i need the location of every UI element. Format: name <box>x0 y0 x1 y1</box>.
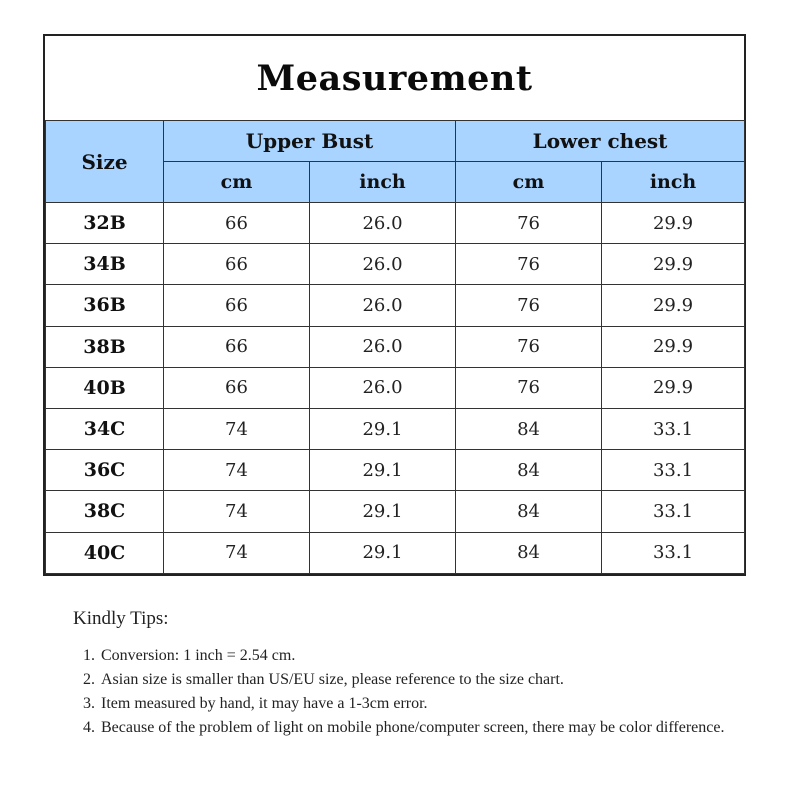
lower-chest-cm-header: cm <box>456 162 602 203</box>
lower-chest-inch-cell: 29.9 <box>602 367 745 408</box>
lower-chest-inch-cell: 29.9 <box>602 285 745 326</box>
size-chart <box>43 34 746 576</box>
size-header: Size <box>46 121 164 203</box>
size-cell: 38B <box>46 326 164 367</box>
lower-chest-cm-cell: 76 <box>456 203 602 244</box>
upper-bust-inch-cell: 26.0 <box>310 203 456 244</box>
size-cell: 36C <box>46 450 164 491</box>
table-row <box>46 203 745 244</box>
lower-chest-header: Lower chest <box>456 121 745 162</box>
upper-bust-cm-cell: 74 <box>164 532 310 573</box>
lower-chest-cm-cell: 76 <box>456 367 602 408</box>
upper-bust-cm-cell: 66 <box>164 326 310 367</box>
tip-item: 3. Item measured by hand, it may have a 1-3cm error. <box>99 692 753 716</box>
lower-chest-cm-cell: 84 <box>456 491 602 532</box>
size-cell: 34C <box>46 408 164 449</box>
table-row <box>46 367 745 408</box>
upper-bust-cm-cell: 74 <box>164 450 310 491</box>
upper-bust-cm-cell: 66 <box>164 367 310 408</box>
lower-chest-inch-cell: 29.9 <box>602 326 745 367</box>
lower-chest-inch-cell: 33.1 <box>602 532 745 573</box>
tips-list <box>73 644 753 740</box>
tip-item: 1. Conversion: 1 inch = 2.54 cm. <box>99 644 753 668</box>
upper-bust-cm-cell: 74 <box>164 408 310 449</box>
table-row <box>46 285 745 326</box>
size-cell: 38C <box>46 491 164 532</box>
table-row <box>46 244 745 285</box>
upper-bust-inch-cell: 26.0 <box>310 285 456 326</box>
lower-chest-inch-cell: 33.1 <box>602 491 745 532</box>
lower-chest-inch-header: inch <box>602 162 745 203</box>
tip-item: 4. Because of the problem of light on mobile phone/computer screen, there may be color difference. <box>99 716 753 740</box>
table-row <box>46 408 745 449</box>
table-row <box>46 450 745 491</box>
upper-bust-inch-header: inch <box>310 162 456 203</box>
upper-bust-inch-cell: 29.1 <box>310 408 456 449</box>
lower-chest-inch-cell: 29.9 <box>602 203 745 244</box>
table-row <box>46 532 745 573</box>
lower-chest-cm-cell: 84 <box>456 450 602 491</box>
upper-bust-inch-cell: 29.1 <box>310 491 456 532</box>
upper-bust-cm-cell: 74 <box>164 491 310 532</box>
lower-chest-inch-cell: 33.1 <box>602 408 745 449</box>
table-row <box>46 491 745 532</box>
size-cell: 40B <box>46 367 164 408</box>
lower-chest-cm-cell: 76 <box>456 326 602 367</box>
lower-chest-inch-cell: 33.1 <box>602 450 745 491</box>
upper-bust-inch-cell: 26.0 <box>310 326 456 367</box>
upper-bust-cm-header: cm <box>164 162 310 203</box>
measurement-table <box>45 120 745 574</box>
upper-bust-cm-cell: 66 <box>164 203 310 244</box>
size-cell: 34B <box>46 244 164 285</box>
tips-title: Kindly Tips: <box>73 608 169 629</box>
chart-title: Measurement <box>256 57 533 99</box>
size-cell: 40C <box>46 532 164 573</box>
tips-section <box>73 608 753 740</box>
size-cell: 36B <box>46 285 164 326</box>
upper-bust-header: Upper Bust <box>164 121 456 162</box>
header-row-groups <box>46 121 745 162</box>
lower-chest-cm-cell: 76 <box>456 285 602 326</box>
upper-bust-inch-cell: 26.0 <box>310 244 456 285</box>
upper-bust-cm-cell: 66 <box>164 244 310 285</box>
lower-chest-cm-cell: 84 <box>456 408 602 449</box>
table-row <box>46 326 745 367</box>
tip-item: 2. Asian size is smaller than US/EU size, please reference to the size chart. <box>99 668 753 692</box>
lower-chest-inch-cell: 29.9 <box>602 244 745 285</box>
upper-bust-inch-cell: 26.0 <box>310 367 456 408</box>
lower-chest-cm-cell: 84 <box>456 532 602 573</box>
size-cell: 32B <box>46 203 164 244</box>
upper-bust-inch-cell: 29.1 <box>310 532 456 573</box>
lower-chest-cm-cell: 76 <box>456 244 602 285</box>
upper-bust-cm-cell: 66 <box>164 285 310 326</box>
upper-bust-inch-cell: 29.1 <box>310 450 456 491</box>
